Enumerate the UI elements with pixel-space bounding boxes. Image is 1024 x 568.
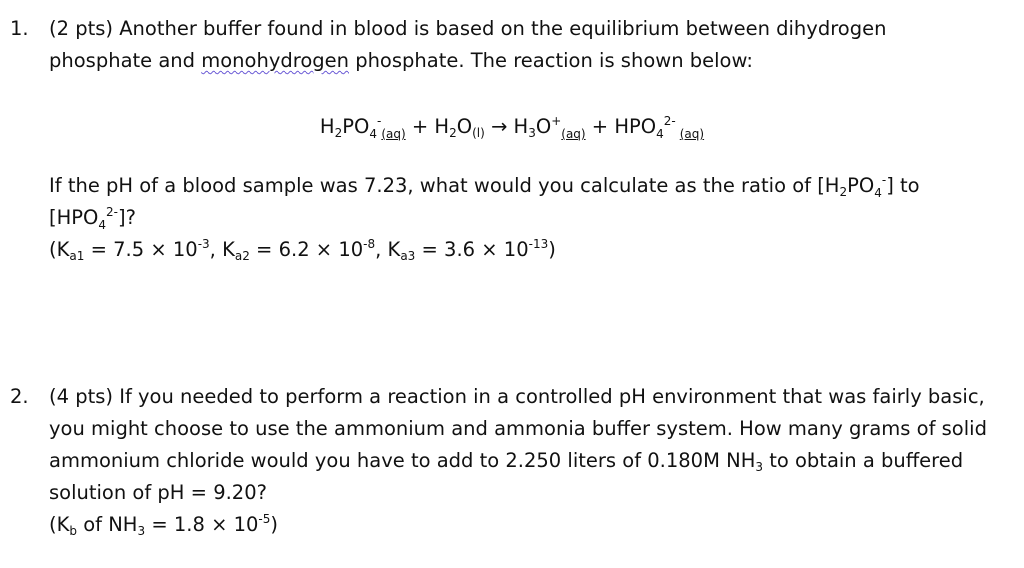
question-1-ka-values: ($K_{a1} = 7.5 \times 10^{-3}$, $K_{a2} = 6.2 \times 10^{-8}$, $K_{a3} = 3.6 \times 10^{-13}$) bbox=[49, 237, 556, 263]
term-1-subscripts: 4-(aq) bbox=[369, 114, 406, 141]
question-1-line-1: (2 pts) Another buffer found in blood is based on the equilibrium between dihydrogen bbox=[49, 17, 887, 40]
question-2-line-4: solution of pH = 9.20? bbox=[49, 481, 267, 504]
question-1-number: 1. bbox=[10, 17, 29, 40]
spellcheck-flagged-word: monohydrogen bbox=[201, 49, 349, 72]
term-4-subscripts: 42-(aq) bbox=[656, 114, 705, 141]
question-2-number: 2. bbox=[10, 385, 29, 408]
question-2-line-2: you might choose to use the ammonium and ammonia buffer system. How many grams of solid bbox=[49, 417, 987, 440]
reaction-equation: $H_2PO4-(aq) + H_2O_{(l)} \to H_3O+(aq) + HPO42-(aq)$ bbox=[0, 111, 1024, 143]
question-1-intro bbox=[49, 13, 999, 77]
term-3-charge: +(aq) bbox=[551, 114, 586, 141]
question-1-line-2: phosphate and monohydrogen phosphate. The reaction is shown below: bbox=[49, 49, 753, 72]
question-1-ask-line-2: [HPO42-]? bbox=[49, 205, 136, 232]
question-2-line-1: (4 pts) If you needed to perform a reaction in a controlled pH environment that was fairly basic, bbox=[49, 385, 985, 408]
question-2-line-3: ammonium chloride would you have to add to 2.250 liters of 0.180M $NH_3$ to obtain a buffered bbox=[49, 449, 964, 474]
question-1-ask-line-1: If the pH of a blood sample was 7.23, what would you calculate as the ratio of $[H_2PO4-]$ to bbox=[49, 173, 920, 200]
question-2-kb-value: ($K_b$ of $NH_3 = 1.8 \times 10^{-5}$) bbox=[49, 512, 278, 538]
